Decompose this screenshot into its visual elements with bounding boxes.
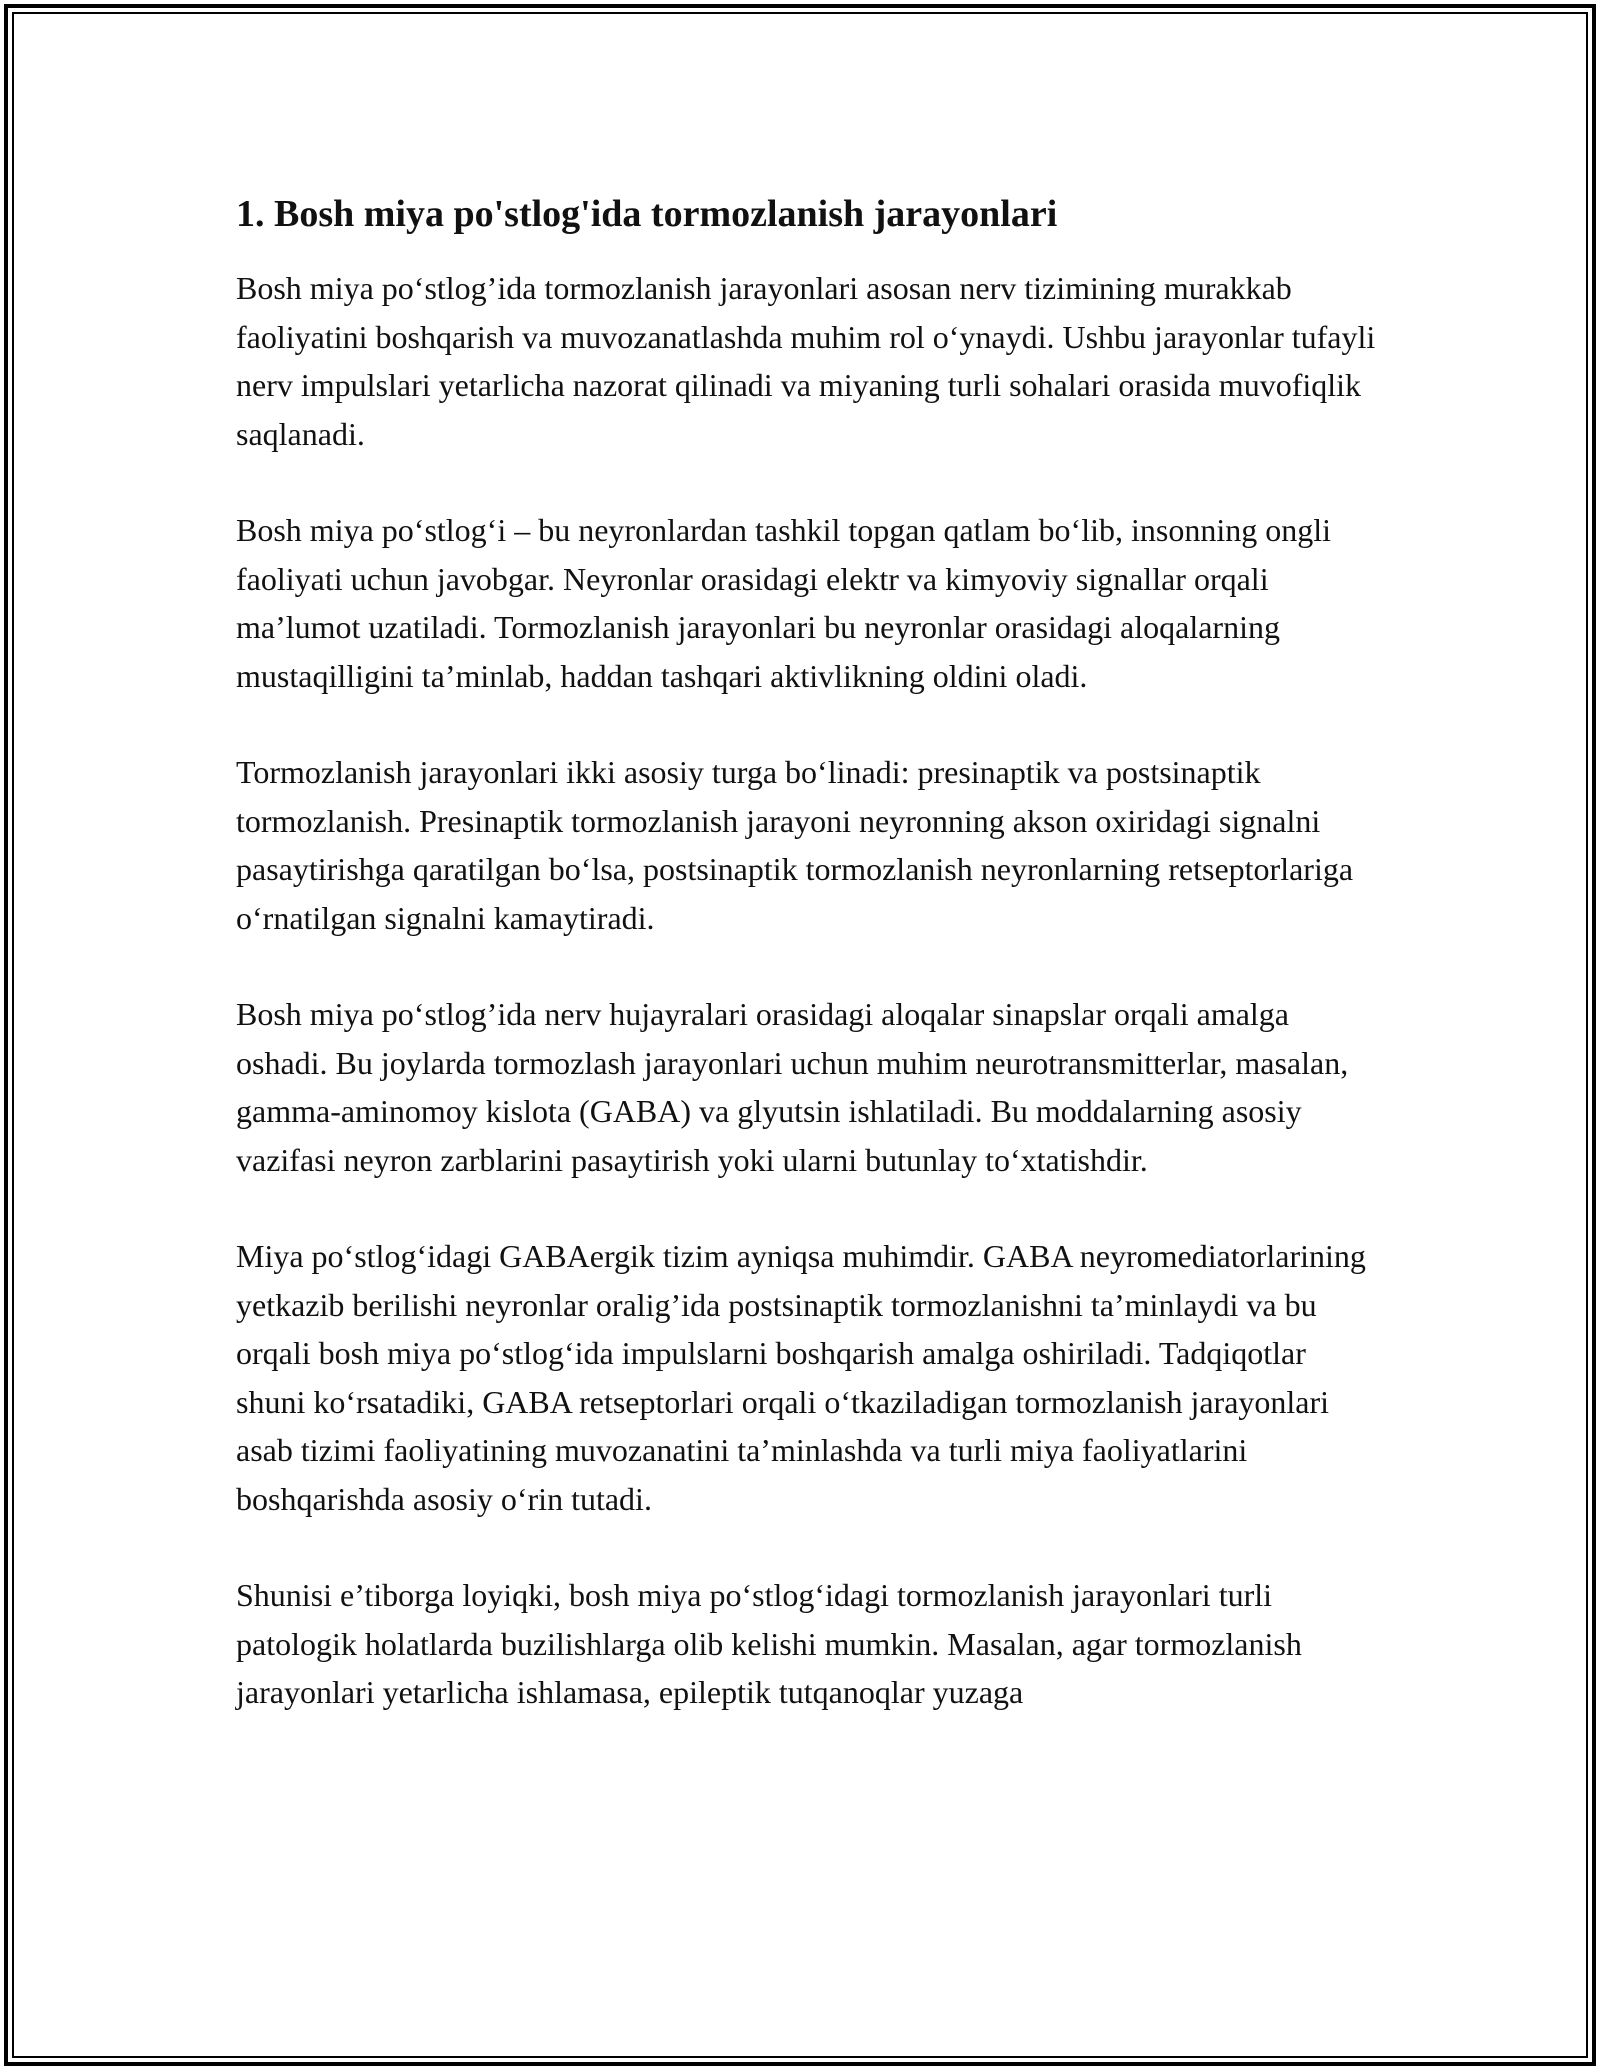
section-heading: 1. Bosh miya po'stlog'ida tormozlanish jarayonlari	[236, 193, 1058, 235]
paragraph-4: Bosh miya po‘stlog’ida nerv hujayralari orasidagi aloqalar sinapslar orqali amalga oshadi. Bu joylarda tormozlash jarayonlari uchun muhim neurotransmitterlar, masalan, gamma-aminomoy kislota (GABA) va glyutsin ishlatiladi. Bu moddalarning asosiy vazifasi neyron zarblarini pasaytirish yoki ularni butunlay to‘xtatishdir.	[236, 996, 1349, 1178]
paragraph-6: Shunisi e’tiborga loyiqki, bosh miya po‘stlog‘idagi tormozlanish jarayonlari turli patologik holatlarda buzilishlarga olib kelishi mumkin. Masalan, agar tormozlanish jarayonlari yetarlicha ishlamasa, epileptik tutqanoqlar yuzaga	[236, 1577, 1302, 1710]
paragraph-5: Miya po‘stlog‘idagi GABAergik tizim ayniqsa muhimdir. GABA neyromediatorlarining yetkazib berilishi neyronlar oralig’ida postsinaptik tormozlanishni ta’minlaydi va bu orqali bosh miya po‘stlog‘ida impulslarni boshqarish amalga oshiriladi. Tadqiqotlar shuni ko‘rsatadiki, GABA retseptorlari orqali o‘tkaziladigan tormozlanish jarayonlari asab tizimi faoliyatining muvozanatini ta’minlashda va turli miya faoliyatlarini boshqarishda asosiy o‘rin tutadi.	[236, 1238, 1366, 1517]
paragraph-3: Tormozlanish jarayonlari ikki asosiy turga bo‘linadi: presinaptik va postsinaptik tormozlanish. Presinaptik tormozlanish jarayoni neyronning akson oxiridagi signalni pasaytirishga qaratilgan bo‘lsa, postsinaptik tormozlanish neyronlarning retseptorlariga o‘rnatilgan signalni kamaytiradi.	[236, 754, 1354, 936]
document-body	[236, 186, 1376, 1765]
paragraph-1: Bosh miya po‘stlog’ida tormozlanish jarayonlari asosan nerv tizimining murakkab faoliyatini boshqarish va muvozanatlashda muhim rol o‘ynaydi. Ushbu jarayonlar tufayli nerv impulslari yetarlicha nazorat qilinadi va miyaning turli sohalari orasida muvofiqlik saqlanadi.	[236, 270, 1376, 452]
paragraph-2: Bosh miya po‘stlog‘i – bu neyronlardan tashkil topgan qatlam bo‘lib, insonning ongli faoliyati uchun javobgar. Neyronlar orasidagi elektr va kimyoviy signallar orqali ma’lumot uzatiladi. Tormozlanish jarayonlari bu neyronlar orasidagi aloqalarning mustaqilligini ta’minlab, haddan tashqari aktivlikning oldini oladi.	[236, 512, 1331, 694]
